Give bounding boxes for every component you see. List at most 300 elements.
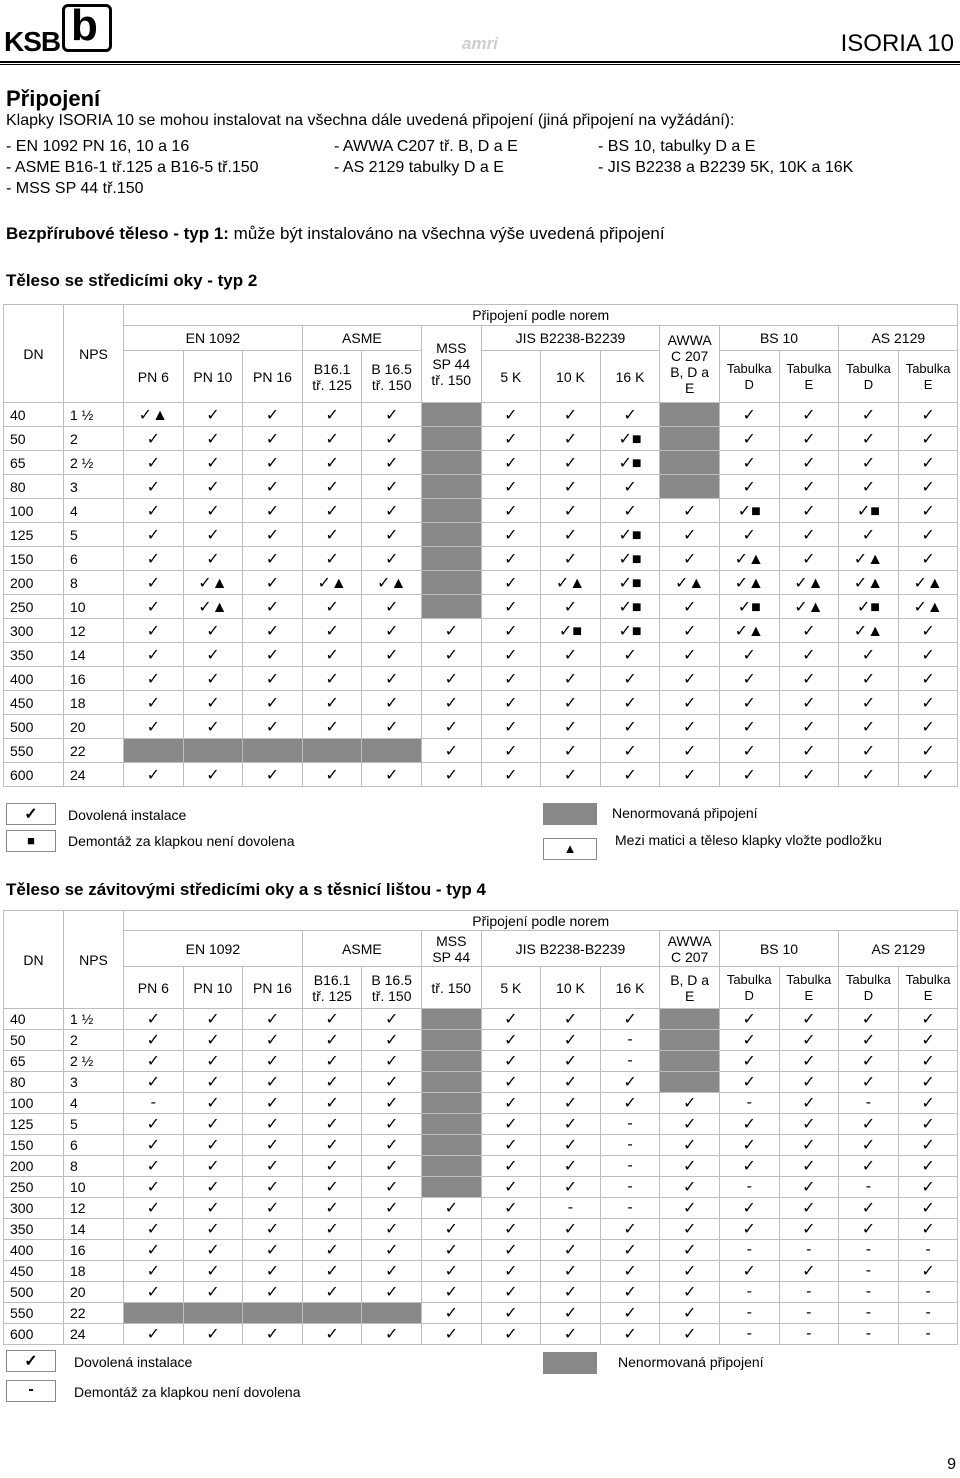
jis-10k-header: 10 K xyxy=(541,351,601,403)
compatibility-cell: ✓ xyxy=(541,403,601,427)
compatibility-cell: ✓ xyxy=(898,667,958,691)
compatibility-cell: ✓ xyxy=(481,691,541,715)
dn-cell: 50 xyxy=(4,427,64,451)
compatibility-cell: ✓ xyxy=(362,475,422,499)
jis-16k-header: 16 K xyxy=(600,351,660,403)
compatibility-cell: ✓ xyxy=(243,715,303,739)
compatibility-cell: ✓ xyxy=(839,1030,899,1051)
compatibility-cell: ✓ xyxy=(124,1282,184,1303)
compatibility-cell: ✓ xyxy=(302,1198,362,1219)
compatibility-cell: ✓ xyxy=(541,451,601,475)
jis-header: JIS B2238-B2239 xyxy=(481,931,660,967)
compatibility-cell: ✓ xyxy=(660,1135,720,1156)
compatibility-cell: ✓ xyxy=(362,715,422,739)
dn-cell: 550 xyxy=(4,739,64,763)
compatibility-cell: ✓ xyxy=(898,403,958,427)
compatibility-cell: ✓ xyxy=(302,1156,362,1177)
compatibility-cell: - xyxy=(719,1303,779,1324)
compatibility-cell: ✓■ xyxy=(600,547,660,571)
compatibility-cell: ✓ xyxy=(600,715,660,739)
nps-cell: 12 xyxy=(64,619,124,643)
legend-triangle-icon: ▲ xyxy=(543,838,597,860)
nps-header: NPS xyxy=(64,305,124,403)
nps-cell: 5 xyxy=(64,1114,124,1135)
compatibility-cell: ✓ xyxy=(481,1219,541,1240)
table-row xyxy=(4,691,958,715)
compatibility-cell: ✓ xyxy=(243,1093,303,1114)
compatibility-cell: ✓ xyxy=(243,1324,303,1345)
compatibility-cell: ✓ xyxy=(541,1051,601,1072)
jis-10k-header: 10 K xyxy=(541,967,601,1009)
compatibility-cell: ✓ xyxy=(183,1072,243,1093)
compatibility-cell: ✓ xyxy=(124,1177,184,1198)
legend-dash-icon: - xyxy=(6,1380,56,1402)
legend-grey-swatch xyxy=(543,1352,597,1374)
legend-square-icon: ■ xyxy=(6,830,56,852)
compatibility-cell: ✓ xyxy=(779,427,839,451)
dn-cell: 125 xyxy=(4,523,64,547)
type2-table xyxy=(3,304,958,787)
compatibility-cell: ✓ xyxy=(302,1093,362,1114)
nonstandard-cell xyxy=(302,1303,362,1324)
compatibility-cell: ✓ xyxy=(183,403,243,427)
compatibility-cell: ✓ xyxy=(660,643,720,667)
compatibility-cell: ✓ xyxy=(541,1240,601,1261)
pn16-header: PN 16 xyxy=(243,351,303,403)
compatibility-cell: - xyxy=(600,1177,660,1198)
en1092-header: EN 1092 xyxy=(124,931,303,967)
compatibility-cell: ✓ xyxy=(302,451,362,475)
compatibility-cell: ✓ xyxy=(362,1240,422,1261)
compatibility-cell: - xyxy=(898,1240,958,1261)
compatibility-cell: ✓ xyxy=(124,1114,184,1135)
compatibility-cell: ✓ xyxy=(183,1093,243,1114)
compatibility-cell: ✓ xyxy=(898,547,958,571)
compatibility-cell: ✓ xyxy=(183,1135,243,1156)
compatibility-cell: ✓ xyxy=(124,427,184,451)
compatibility-cell: ✓ xyxy=(719,1156,779,1177)
nps-cell: 2 ½ xyxy=(64,1051,124,1072)
compatibility-cell: ✓■ xyxy=(839,499,899,523)
nonstandard-cell xyxy=(124,739,184,763)
jis-5k-header: 5 K xyxy=(481,351,541,403)
compatibility-cell: - xyxy=(600,1156,660,1177)
compatibility-cell: ✓ xyxy=(183,691,243,715)
dn-cell: 200 xyxy=(4,571,64,595)
standards-header: Připojení podle norem xyxy=(124,911,958,931)
compatibility-cell: - xyxy=(600,1030,660,1051)
nonstandard-cell xyxy=(421,1135,481,1156)
compatibility-cell: ✓ xyxy=(421,1324,481,1345)
compatibility-cell: ✓ xyxy=(600,1219,660,1240)
compatibility-cell: ✓ xyxy=(362,1198,422,1219)
compatibility-cell: ✓ xyxy=(541,715,601,739)
ksb-logo: KSB xyxy=(4,26,61,57)
page-number: 9 xyxy=(947,1456,956,1473)
compatibility-cell: ✓▲ xyxy=(898,571,958,595)
nonstandard-cell xyxy=(660,1051,720,1072)
compatibility-cell: ✓ xyxy=(421,691,481,715)
b165-header: B 16.5 tř. 150 xyxy=(362,351,422,403)
nonstandard-cell xyxy=(660,1030,720,1051)
compatibility-cell: ✓ xyxy=(779,1093,839,1114)
nps-cell: 4 xyxy=(64,1093,124,1114)
compatibility-cell: ✓ xyxy=(719,523,779,547)
table-row xyxy=(4,1051,958,1072)
compatibility-cell: ✓ xyxy=(839,1009,899,1030)
compatibility-cell: ✓ xyxy=(541,1030,601,1051)
table-row xyxy=(4,427,958,451)
compatibility-cell: - xyxy=(719,1282,779,1303)
compatibility-cell: ✓■ xyxy=(600,451,660,475)
b161-header: B16.1 tř. 125 xyxy=(302,967,362,1009)
table-row xyxy=(4,1240,958,1261)
compatibility-cell: - xyxy=(779,1303,839,1324)
compatibility-cell: ✓ xyxy=(481,451,541,475)
section-title: Připojení xyxy=(6,86,101,111)
compatibility-cell: ✓ xyxy=(541,595,601,619)
asme-header: ASME xyxy=(302,931,421,967)
compatibility-cell: - xyxy=(839,1093,899,1114)
compatibility-cell: ✓ xyxy=(243,1240,303,1261)
compatibility-cell: ✓ xyxy=(898,1009,958,1030)
compatibility-cell: ✓ xyxy=(124,1156,184,1177)
compatibility-cell: ✓ xyxy=(600,475,660,499)
type2-table-body xyxy=(4,403,958,787)
type1-label: Bezpřírubové těleso - typ 1: xyxy=(6,224,229,243)
nps-cell: 16 xyxy=(64,1240,124,1261)
compatibility-cell: ✓ xyxy=(839,1198,899,1219)
compatibility-cell: ✓ xyxy=(839,715,899,739)
compatibility-cell: ✓ xyxy=(362,1051,422,1072)
type4-table-body xyxy=(4,1009,958,1345)
compatibility-cell: ✓ xyxy=(660,1177,720,1198)
compatibility-cell: ✓ xyxy=(898,739,958,763)
compatibility-cell: ✓ xyxy=(600,643,660,667)
compatibility-cell: ✓ xyxy=(362,499,422,523)
compatibility-cell: ✓■ xyxy=(600,571,660,595)
compatibility-cell: ✓ xyxy=(243,571,303,595)
compatibility-cell: ✓ xyxy=(302,547,362,571)
connection-item: - AS 2129 tabulky D a E xyxy=(334,159,504,176)
compatibility-cell: - xyxy=(898,1324,958,1345)
compatibility-cell: ✓ xyxy=(779,1219,839,1240)
compatibility-cell: ✓ xyxy=(362,1177,422,1198)
compatibility-cell: ✓ xyxy=(362,1156,422,1177)
compatibility-cell: ✓ xyxy=(898,451,958,475)
compatibility-cell: ✓ xyxy=(898,1261,958,1282)
compatibility-cell: ✓ xyxy=(243,1030,303,1051)
compatibility-cell: ✓ xyxy=(719,715,779,739)
jis-16k-header: 16 K xyxy=(600,967,660,1009)
compatibility-cell: ✓ xyxy=(660,763,720,787)
compatibility-cell: - xyxy=(600,1198,660,1219)
compatibility-cell: ✓ xyxy=(183,547,243,571)
compatibility-cell: ✓ xyxy=(719,1114,779,1135)
compatibility-cell: ✓ xyxy=(660,499,720,523)
compatibility-cell: ✓ xyxy=(362,1093,422,1114)
compatibility-cell: ✓ xyxy=(362,595,422,619)
compatibility-cell: ✓ xyxy=(243,1282,303,1303)
compatibility-cell: ✓ xyxy=(124,643,184,667)
compatibility-cell: ✓ xyxy=(302,1282,362,1303)
compatibility-cell: - xyxy=(541,1198,601,1219)
dn-cell: 300 xyxy=(4,1198,64,1219)
compatibility-cell: ✓ xyxy=(600,1282,660,1303)
compatibility-cell: ✓ xyxy=(243,643,303,667)
compatibility-cell: ✓ xyxy=(719,763,779,787)
table-row xyxy=(4,1303,958,1324)
compatibility-cell: - xyxy=(719,1177,779,1198)
compatibility-cell: ✓ xyxy=(600,499,660,523)
compatibility-cell: ✓ xyxy=(660,595,720,619)
compatibility-cell: ✓ xyxy=(243,403,303,427)
compatibility-cell: ✓ xyxy=(839,691,899,715)
compatibility-cell: ✓ xyxy=(302,1072,362,1093)
connection-item: - BS 10, tabulky D a E xyxy=(598,138,756,155)
compatibility-cell: ✓ xyxy=(779,1051,839,1072)
compatibility-cell: ✓ xyxy=(541,1093,601,1114)
compatibility-cell: ✓ xyxy=(124,523,184,547)
compatibility-cell: ✓ xyxy=(660,523,720,547)
table-row xyxy=(4,571,958,595)
compatibility-cell: ✓ xyxy=(481,715,541,739)
compatibility-cell: ✓ xyxy=(541,1303,601,1324)
compatibility-cell: ✓ xyxy=(779,499,839,523)
compatibility-cell: ✓ xyxy=(779,715,839,739)
bs10-header: BS 10 xyxy=(719,326,838,351)
asme-header: ASME xyxy=(302,326,421,351)
compatibility-cell: ✓ xyxy=(183,1261,243,1282)
dn-cell: 350 xyxy=(4,1219,64,1240)
compatibility-cell: ✓ xyxy=(898,643,958,667)
compatibility-cell: - xyxy=(839,1303,899,1324)
compatibility-cell: ✓ xyxy=(243,763,303,787)
compatibility-cell: - xyxy=(600,1114,660,1135)
nps-cell: 22 xyxy=(64,739,124,763)
compatibility-cell: ✓ xyxy=(421,1282,481,1303)
nonstandard-cell xyxy=(243,739,303,763)
compatibility-cell: ✓ xyxy=(481,1240,541,1261)
compatibility-cell: ✓ xyxy=(183,1009,243,1030)
connection-item: - ASME B16-1 tř.125 a B16-5 tř.150 xyxy=(6,159,259,176)
nonstandard-cell xyxy=(421,403,481,427)
compatibility-cell: ✓■ xyxy=(600,619,660,643)
nonstandard-cell xyxy=(302,739,362,763)
compatibility-cell: ✓ xyxy=(481,523,541,547)
compatibility-cell: ✓ xyxy=(183,475,243,499)
compatibility-cell: ✓ xyxy=(898,1051,958,1072)
compatibility-cell: ✓ xyxy=(481,499,541,523)
compatibility-cell: ✓■ xyxy=(719,499,779,523)
compatibility-cell: ✓ xyxy=(243,1198,303,1219)
type1-text: může být instalováno na všechna výše uvedená připojení xyxy=(228,224,665,243)
compatibility-cell: ✓ xyxy=(481,1324,541,1345)
nps-cell: 12 xyxy=(64,1198,124,1219)
table-row xyxy=(4,1198,958,1219)
compatibility-cell: ✓ xyxy=(839,1135,899,1156)
compatibility-cell: ✓ xyxy=(362,691,422,715)
nonstandard-cell xyxy=(421,1177,481,1198)
jis-5k-header: 5 K xyxy=(481,967,541,1009)
compatibility-cell: ✓ xyxy=(779,1156,839,1177)
nonstandard-cell xyxy=(660,1009,720,1030)
table-row xyxy=(4,475,958,499)
compatibility-cell: ✓ xyxy=(541,475,601,499)
table-row xyxy=(4,1135,958,1156)
compatibility-cell: ✓ xyxy=(600,763,660,787)
connections-column-1 xyxy=(6,136,259,199)
compatibility-cell: ✓ xyxy=(362,1219,422,1240)
compatibility-cell: ✓ xyxy=(362,1324,422,1345)
nonstandard-cell xyxy=(421,1156,481,1177)
pn16-header: PN 16 xyxy=(243,967,303,1009)
en1092-header: EN 1092 xyxy=(124,326,303,351)
compatibility-cell: ✓ xyxy=(302,1051,362,1072)
as2129-table-d-header: Tabulka D xyxy=(839,967,899,1009)
table-row xyxy=(4,523,958,547)
compatibility-cell: ✓▲ xyxy=(779,595,839,619)
compatibility-cell: ✓ xyxy=(719,1072,779,1093)
nps-cell: 2 xyxy=(64,427,124,451)
compatibility-cell: ✓ xyxy=(302,595,362,619)
compatibility-cell: ✓ xyxy=(183,1324,243,1345)
nonstandard-cell xyxy=(421,523,481,547)
compatibility-cell: ✓ xyxy=(124,1198,184,1219)
amri-logo: amri xyxy=(462,34,498,53)
dn-cell: 600 xyxy=(4,763,64,787)
nonstandard-cell xyxy=(421,427,481,451)
compatibility-cell: ✓ xyxy=(779,547,839,571)
compatibility-cell: ✓ xyxy=(719,403,779,427)
compatibility-cell: ✓ xyxy=(541,547,601,571)
compatibility-cell: ✓ xyxy=(421,739,481,763)
compatibility-cell: - xyxy=(779,1324,839,1345)
nps-cell: 8 xyxy=(64,1156,124,1177)
dn-cell: 100 xyxy=(4,1093,64,1114)
type4-title: Těleso se závitovými středicími oky a s těsnicí lištou - typ 4 xyxy=(6,880,486,899)
compatibility-cell: ✓▲ xyxy=(719,619,779,643)
compatibility-cell: ✓ xyxy=(243,1072,303,1093)
compatibility-cell: ✓ xyxy=(481,1072,541,1093)
pn6-header: PN 6 xyxy=(124,351,184,403)
compatibility-cell: ✓ xyxy=(183,1198,243,1219)
nps-cell: 14 xyxy=(64,643,124,667)
dn-cell: 80 xyxy=(4,475,64,499)
compatibility-cell: ✓ xyxy=(481,1135,541,1156)
compatibility-cell: ✓ xyxy=(779,475,839,499)
compatibility-cell: ✓ xyxy=(660,691,720,715)
compatibility-cell: ✓ xyxy=(124,547,184,571)
compatibility-cell: ✓■ xyxy=(719,595,779,619)
compatibility-cell: ✓ xyxy=(839,643,899,667)
compatibility-cell: - xyxy=(839,1324,899,1345)
compatibility-cell: ✓ xyxy=(660,547,720,571)
dn-header: DN xyxy=(4,911,64,1009)
nps-cell: 1 ½ xyxy=(64,403,124,427)
nonstandard-cell xyxy=(421,595,481,619)
nps-cell: 2 xyxy=(64,1030,124,1051)
pn10-header: PN 10 xyxy=(183,967,243,1009)
compatibility-cell: ✓ xyxy=(660,1261,720,1282)
compatibility-cell: ✓ xyxy=(839,1114,899,1135)
legend-triangle-text: Mezi matici a těleso klapky vložte podložku xyxy=(615,832,882,848)
dn-cell: 500 xyxy=(4,1282,64,1303)
compatibility-cell: ✓ xyxy=(839,667,899,691)
compatibility-cell: ✓ xyxy=(243,547,303,571)
compatibility-cell: ✓ xyxy=(779,1072,839,1093)
compatibility-cell: ✓ xyxy=(660,1198,720,1219)
compatibility-cell: ✓ xyxy=(600,1072,660,1093)
table-row xyxy=(4,715,958,739)
dn-cell: 50 xyxy=(4,1030,64,1051)
compatibility-cell: ✓ xyxy=(600,403,660,427)
bs10-table-d-header: Tabulka D xyxy=(719,967,779,1009)
compatibility-cell: ✓ xyxy=(600,1093,660,1114)
legend-check-icon: ✓ xyxy=(6,803,56,825)
bs10-header: BS 10 xyxy=(719,931,838,967)
nps-cell: 4 xyxy=(64,499,124,523)
nonstandard-cell xyxy=(421,1114,481,1135)
mss-header: MSS SP 44 tř. 150 xyxy=(421,326,481,403)
compatibility-cell: ✓ xyxy=(541,499,601,523)
compatibility-cell: ✓ xyxy=(481,1114,541,1135)
compatibility-cell: ✓ xyxy=(660,667,720,691)
compatibility-cell: ✓ xyxy=(779,1261,839,1282)
nonstandard-cell xyxy=(660,427,720,451)
compatibility-cell: - xyxy=(124,1093,184,1114)
compatibility-cell: ✓ xyxy=(481,1198,541,1219)
compatibility-cell: ✓ xyxy=(660,1240,720,1261)
compatibility-cell: ✓■ xyxy=(839,595,899,619)
nonstandard-cell xyxy=(660,475,720,499)
compatibility-cell: - xyxy=(898,1282,958,1303)
compatibility-cell: ✓ xyxy=(183,619,243,643)
compatibility-cell: ✓ xyxy=(719,427,779,451)
compatibility-cell: ✓ xyxy=(898,1198,958,1219)
connection-item: - AWWA C207 tř. B, D a E xyxy=(334,138,518,155)
compatibility-cell: ✓ xyxy=(481,1051,541,1072)
compatibility-cell: ✓ xyxy=(243,1009,303,1030)
compatibility-cell: ✓ xyxy=(302,1114,362,1135)
compatibility-cell: ✓ xyxy=(481,619,541,643)
compatibility-cell: - xyxy=(719,1240,779,1261)
dn-cell: 250 xyxy=(4,595,64,619)
compatibility-cell: ✓ xyxy=(183,1219,243,1240)
compatibility-cell: ✓ xyxy=(124,667,184,691)
compatibility-cell: ✓ xyxy=(481,1261,541,1282)
connection-item: - MSS SP 44 tř.150 xyxy=(6,180,144,197)
compatibility-cell: ✓ xyxy=(124,1030,184,1051)
compatibility-cell: ✓ xyxy=(898,1093,958,1114)
compatibility-cell: ✓ xyxy=(898,763,958,787)
compatibility-cell: ✓ xyxy=(541,1114,601,1135)
compatibility-cell: ✓ xyxy=(243,667,303,691)
compatibility-cell: - xyxy=(898,1303,958,1324)
compatibility-cell: ✓▲ xyxy=(362,571,422,595)
compatibility-cell: ✓ xyxy=(779,523,839,547)
compatibility-cell: ✓ xyxy=(660,1156,720,1177)
compatibility-cell: ✓ xyxy=(779,1009,839,1030)
compatibility-cell: ✓ xyxy=(302,1324,362,1345)
compatibility-cell: ✓ xyxy=(719,1009,779,1030)
compatibility-cell: ✓ xyxy=(302,1177,362,1198)
compatibility-cell: ✓ xyxy=(243,523,303,547)
compatibility-cell: ✓ xyxy=(541,1009,601,1030)
bs10-table-e-header: Tabulka E xyxy=(779,351,839,403)
compatibility-cell: ✓ xyxy=(600,1009,660,1030)
compatibility-cell: ✓ xyxy=(779,667,839,691)
